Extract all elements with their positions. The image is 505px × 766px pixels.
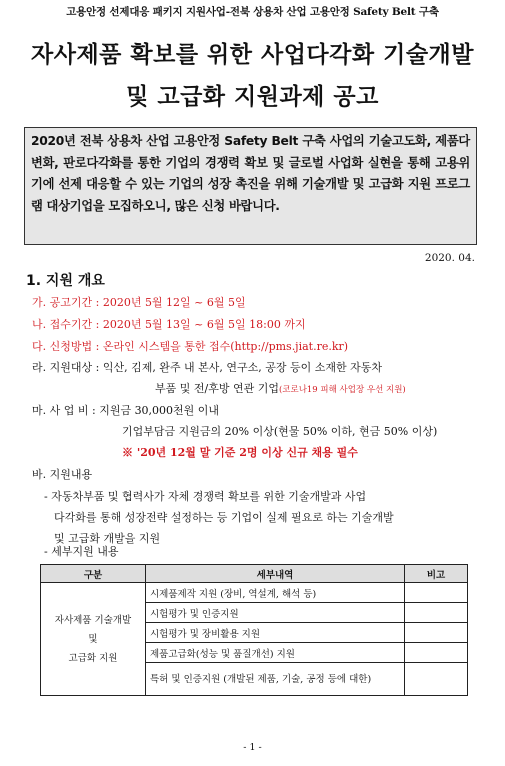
supertitle: 고용안정 선제대응 패키지 지원사업-전북 상용차 산업 고용안정 Safety Belt 구축 [66, 6, 439, 18]
intro-box: 2020년 전북 상용차 산업 고용안정 Safety Belt 구축 사업의 기술고도화, 제품다변화, 판로다각화를 통한 기업의 경쟁력 확보 및 글로벌 사업화 실현을 통해 고용위기에 선제 대응할 수 있는 기업의 성장 촉진을 위해 기술개발 및 고급화 지원 프로그램 대상기업을 모집하오니, 많은 신청 바랍니다. [24, 127, 477, 245]
bullet1-line1: - 자동차부품 및 협력사가 자체 경쟁력 확보를 위한 기술개발과 사업 [44, 490, 367, 503]
table-detail-cell: 특허 및 인증지원 (개발된 제품, 기술, 공정 등에 대한) [146, 663, 405, 696]
table-note-cell [405, 603, 468, 623]
item-ga: 가. 공고기간 : 2020년 5월 12일 ~ 6월 5일 [32, 296, 246, 309]
page-title-line2: 및 고급화 지원과제 공고 [126, 83, 379, 110]
item-da: 다. 신청방법 : 온라인 시스템을 통한 접수(http://pms.jiat.re.kr) [32, 340, 349, 353]
item-ma: 마. 사 업 비 : 지원금 30,000천원 이내 [32, 404, 220, 417]
table-note-cell [405, 623, 468, 643]
item-na: 나. 접수기간 : 2020년 5월 13일 ~ 6월 5일 18:00 까지 [32, 318, 306, 331]
category-line2: 및 [88, 633, 98, 645]
support-detail-table [40, 564, 468, 696]
announcement-date: 2020. 04. [424, 252, 475, 264]
table-category-cell [41, 583, 146, 696]
table-header-row [41, 565, 468, 583]
table-detail-cell: 시제품제작 지원 (장비, 역설계, 해석 등) [146, 583, 405, 603]
item-ba: 바. 지원내용 [32, 468, 93, 481]
table-row [41, 583, 468, 603]
item-ra: 라. 지원대상 : 익산, 김제, 완주 내 본사, 연구소, 공장 등이 소재한 자동차 [32, 361, 383, 374]
table-note-cell [405, 643, 468, 663]
table-detail-cell: 시험평가 및 인증지원 [146, 603, 405, 623]
bullet1-line2: 다각화를 통해 성장전략 설정하는 등 기업이 실제 필요로 하는 기술개발 [54, 511, 394, 524]
item-ra-note: (코로나19 피해 사업장 우선 지원) [278, 385, 406, 395]
item-ma-line2: 기업부담금 지원금의 20% 이상(현물 50% 이하, 현금 50% 이상) [122, 425, 438, 438]
item-ma-note: ※ '20년 12월 말 기준 2명 이상 신규 채용 필수 [122, 446, 358, 459]
item-ra-line2: 부품 및 전/후방 연관 기업 [155, 382, 279, 395]
page-title-line1: 자사제품 확보를 위한 사업다각화 기술개발 [31, 41, 474, 68]
table-header-category: 구분 [41, 565, 146, 583]
category-line1: 자사제품 기술개발 [54, 614, 132, 626]
bullet1-line3: 및 고급화 개발을 지원 [54, 532, 161, 545]
bullet2: - 세부지원 내용 [44, 545, 119, 558]
page-number: - 1 - [243, 742, 262, 753]
category-line3: 고급화 지원 [68, 652, 118, 664]
item-ra-cont [155, 380, 406, 396]
table-detail-cell: 시험평가 및 장비활용 지원 [146, 623, 405, 643]
table-note-cell [405, 583, 468, 603]
section-title: 1. 지원 개요 [26, 273, 105, 289]
table-detail-cell: 제품고급화(성능 및 품질개선) 지원 [146, 643, 405, 663]
table-header-note: 비고 [405, 565, 468, 583]
table-header-details: 세부내역 [146, 565, 405, 583]
table-note-cell [405, 663, 468, 696]
